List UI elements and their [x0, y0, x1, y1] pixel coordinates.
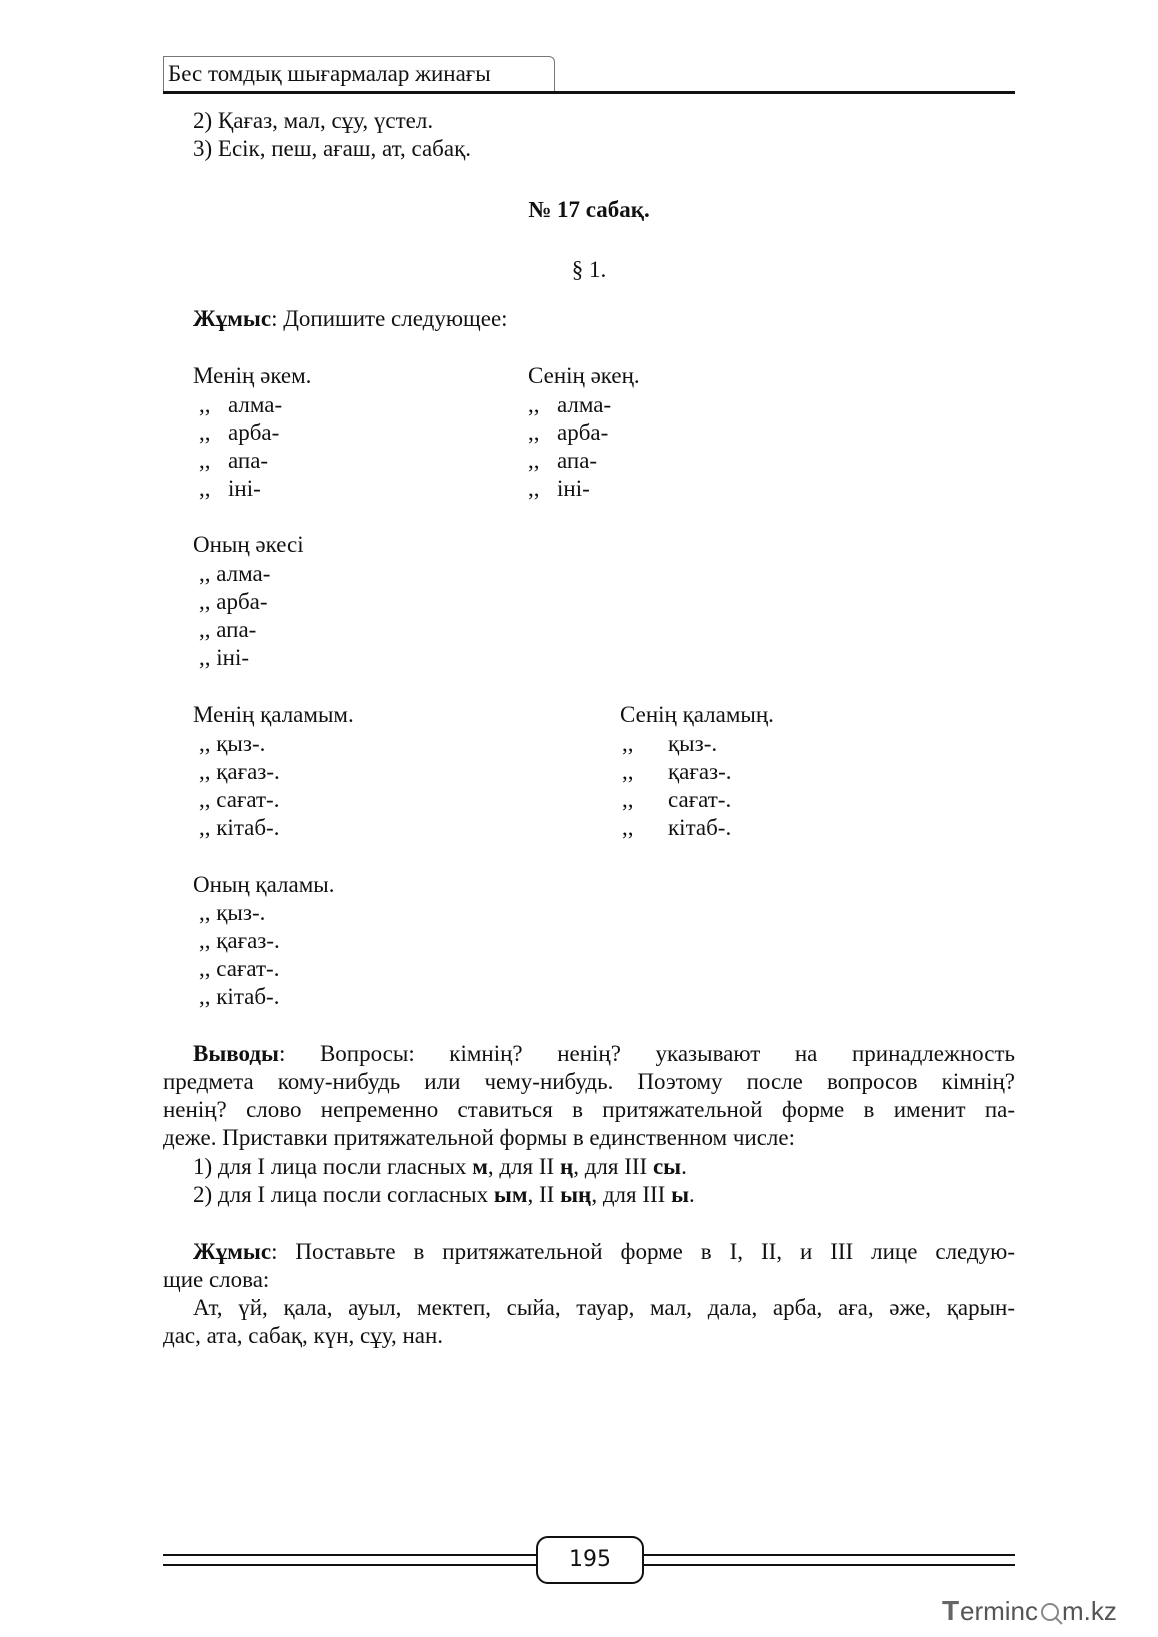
block3-right-mark: ,,	[622, 731, 634, 756]
running-title: Бес томдық шығармалар жинағы	[168, 61, 491, 86]
block3-left-line: ,, қағаз-.	[199, 759, 280, 784]
block1-left-mark: ,,	[199, 420, 211, 445]
task-1-label: Жұмыс	[193, 306, 272, 331]
block3-right-word: кітаб-.	[668, 815, 732, 840]
section-number: § 1.	[571, 257, 607, 282]
block2-line: ,, арба-	[199, 589, 268, 614]
block1-right-mark: ,,	[528, 448, 540, 473]
block1-right-word: алма-	[557, 392, 612, 417]
block4-line: ,, сағат-.	[199, 956, 280, 981]
task-2-line-2: щие слова:	[163, 1267, 270, 1292]
block1-left-word: апа-	[228, 448, 269, 473]
block2-head: Оның әкесі	[193, 532, 304, 557]
block1-right-word: іні-	[557, 476, 590, 501]
block1-left-mark: ,,	[199, 392, 211, 417]
task-1	[193, 304, 508, 333]
svg-text:T: T	[942, 1595, 960, 1626]
termincom-logo	[940, 1590, 1150, 1630]
block1-left-mark: ,,	[199, 476, 211, 501]
footer-rule-left	[163, 1554, 538, 1566]
block1-right-head: Сенің әкең.	[528, 363, 640, 388]
block1-right-mark: ,,	[528, 392, 540, 417]
task-2-line-3: Ат, үй, қала, ауыл, мектеп, сыйа, тауар, мал, дала, арба, аға, әже, қарын-	[193, 1295, 1015, 1320]
block4-line: ,, қағаз-.	[199, 928, 280, 953]
svg-text:m.kz: m.kz	[1062, 1596, 1117, 1626]
block4-head: Оның қаламы.	[193, 872, 335, 897]
conclusion-line-4: деже. Приставки притяжательной формы в единственном числе:	[163, 1125, 795, 1150]
block3-right-word: қағаз-.	[668, 759, 732, 784]
block1-left-head: Менің әкем.	[193, 363, 312, 388]
block4-line: ,, қыз-.	[199, 900, 266, 925]
task-2-line-1: Жұмыс: Поставьте в притяжательной форме в I, II, и III лице следую-	[193, 1239, 1015, 1264]
block1-right-mark: ,,	[528, 420, 540, 445]
lesson-title: № 17 сабақ.	[528, 197, 650, 222]
block3-left-line: ,, қыз-.	[199, 731, 266, 756]
block3-right-mark: ,,	[622, 815, 634, 840]
block1-left-mark: ,,	[199, 448, 211, 473]
task-1-text: : Допишите следующее:	[271, 306, 508, 331]
conclusion-rule-1: 1) для I лица посли гласных м, для II ң, для III сы.	[193, 1154, 687, 1179]
block1-right-word: арба-	[557, 420, 609, 445]
intro-line-2: 3) Есік, пеш, ағаш, ат, сабақ.	[193, 136, 471, 161]
block3-left-line: ,, сағат-.	[199, 787, 280, 812]
conclusion-rule-2: 2) для I лица посли согласных ым, II ың, для III ы.	[193, 1182, 695, 1207]
task-2-line-4: дас, ата, сабақ, күн, сұу, нан.	[163, 1323, 444, 1348]
conclusion-line-1: Выводы: Вопросы: кімнің? ненің? указывают на принадлежность	[193, 1041, 1015, 1066]
block2-line: ,, алма-	[199, 561, 271, 586]
conclusion-label: Выводы	[193, 1041, 279, 1066]
block3-right-word: сағат-.	[668, 787, 732, 812]
block3-right-mark: ,,	[622, 787, 634, 812]
conclusion-line-3: ненің? слово непременно ставиться в притяжательной форме в именит па-	[163, 1097, 1015, 1122]
block3-right-word: қыз-.	[668, 731, 718, 756]
block1-left-word: алма-	[228, 392, 283, 417]
block1-right-word: апа-	[557, 448, 598, 473]
block3-right-mark: ,,	[622, 759, 634, 784]
block1-left-word: арба-	[228, 420, 280, 445]
intro-line-1: 2) Қағаз, мал, сұу, үстел.	[193, 108, 434, 133]
block2-line: ,, іні-	[199, 645, 249, 670]
block4-line: ,, кітаб-.	[199, 984, 280, 1009]
footer-rule-right	[638, 1554, 1015, 1566]
block3-left-head: Менің қаламым.	[193, 702, 354, 727]
block3-left-line: ,, кітаб-.	[199, 815, 280, 840]
page-number: 195	[536, 1536, 644, 1584]
svg-text:erminc: erminc	[960, 1596, 1039, 1626]
header-rule	[163, 91, 1015, 94]
block1-left-word: іні-	[228, 476, 261, 501]
task-2-label: Жұмыс	[193, 1239, 272, 1264]
block2-line: ,, апа-	[199, 617, 257, 642]
block3-right-head: Сенің қаламың.	[620, 702, 774, 727]
block1-right-mark: ,,	[528, 476, 540, 501]
conclusion-line-2: предмета кому-нибудь или чему-нибудь. Поэтому после вопросов кімнің?	[163, 1069, 1015, 1094]
